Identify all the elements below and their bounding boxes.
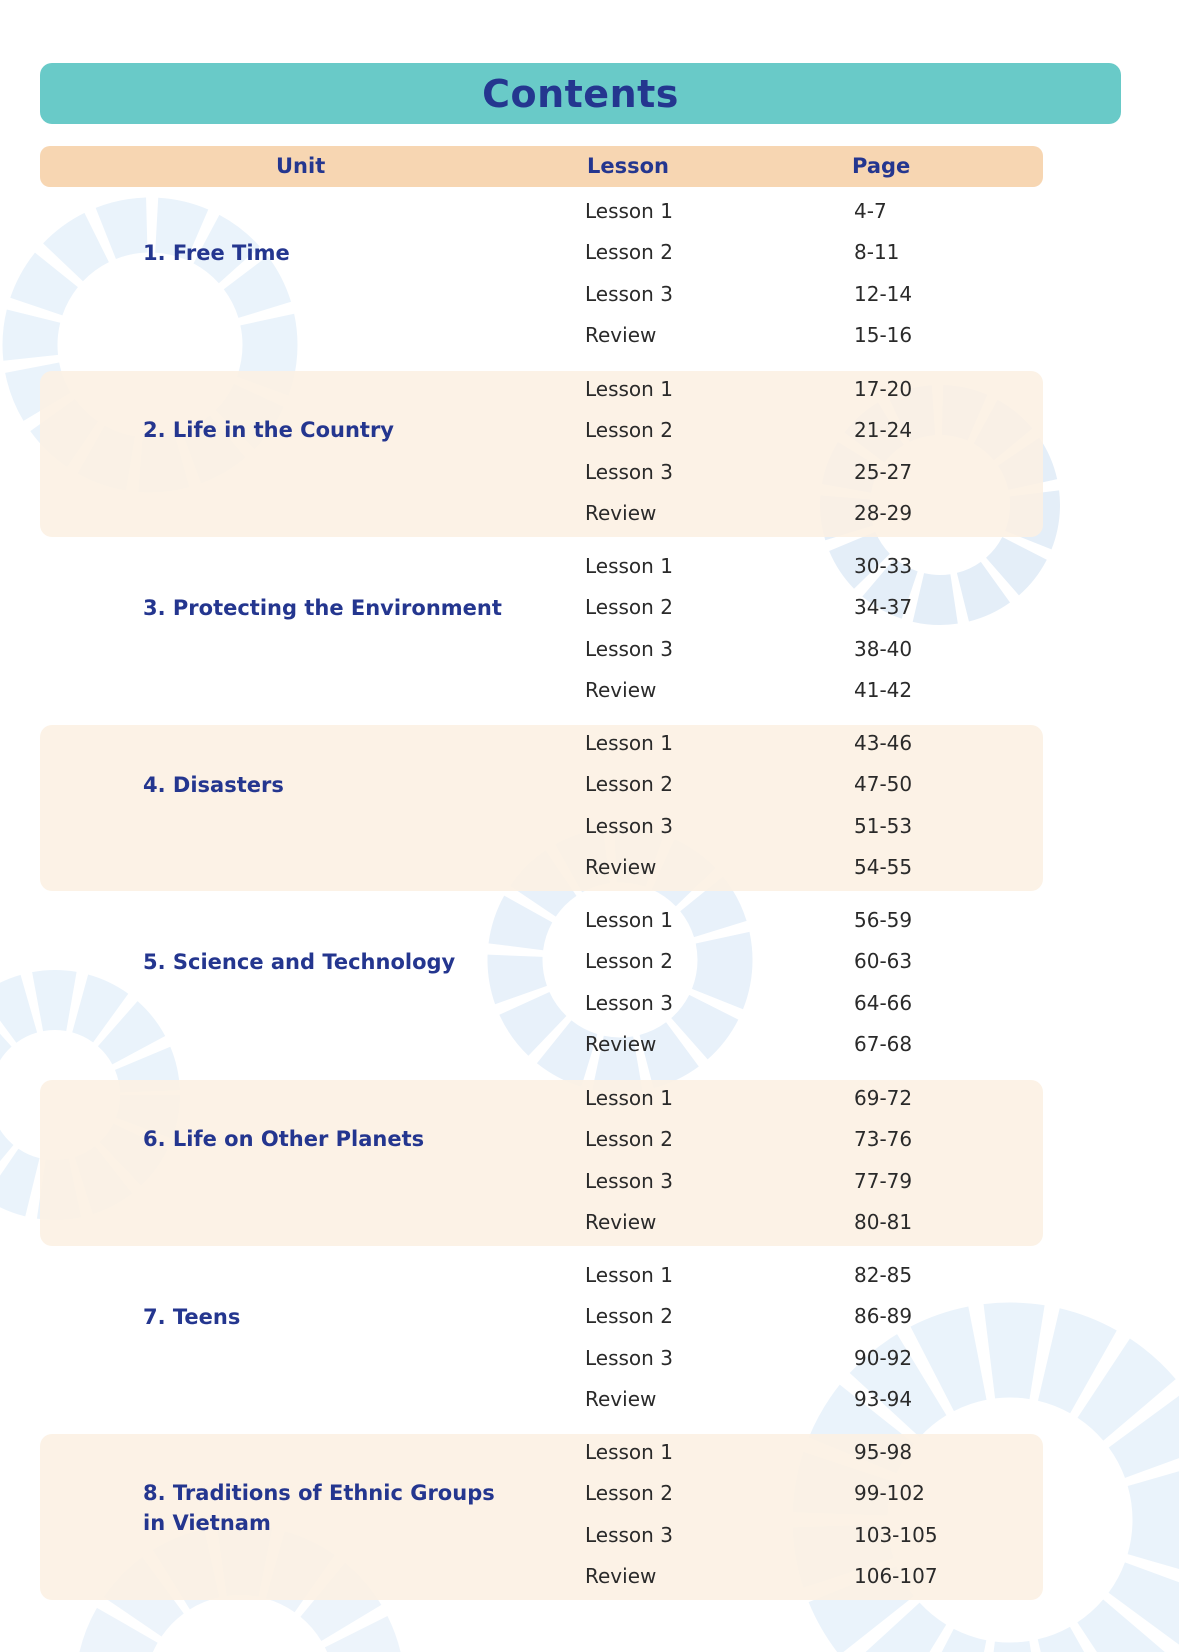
page-range: 43-46 bbox=[854, 731, 913, 755]
page-range: 8-11 bbox=[854, 240, 900, 264]
page-range: 73-76 bbox=[854, 1127, 913, 1151]
unit-title[interactable]: 8. Traditions of Ethnic Groups in Vietnam bbox=[143, 1481, 495, 1535]
lesson-label: Lesson 1 bbox=[585, 908, 673, 932]
page-range: 38-40 bbox=[854, 637, 913, 661]
lesson-label: Lesson 2 bbox=[585, 1304, 673, 1328]
lesson-label: Lesson 2 bbox=[585, 418, 673, 442]
page-range: 86-89 bbox=[854, 1304, 913, 1328]
unit-title[interactable]: 6. Life on Other Planets bbox=[143, 1127, 425, 1151]
lesson-label: Review bbox=[585, 1210, 657, 1234]
lesson-label: Lesson 1 bbox=[585, 554, 673, 578]
page-range: 80-81 bbox=[854, 1210, 913, 1234]
page-range: 21-24 bbox=[854, 418, 913, 442]
header-lesson: Lesson bbox=[587, 154, 670, 178]
lesson-label: Review bbox=[585, 1564, 657, 1588]
unit-title[interactable]: 1. Free Time bbox=[143, 241, 290, 265]
page-range: 77-79 bbox=[854, 1169, 913, 1193]
page-range: 82-85 bbox=[854, 1263, 913, 1287]
page-range: 103-105 bbox=[854, 1523, 938, 1547]
page-range: 56-59 bbox=[854, 908, 913, 932]
unit-title[interactable]: 5. Science and Technology bbox=[143, 950, 456, 974]
page-range: 51-53 bbox=[854, 814, 913, 838]
lesson-label: Lesson 2 bbox=[585, 1481, 673, 1505]
page-range: 95-98 bbox=[854, 1440, 913, 1464]
lesson-label: Lesson 1 bbox=[585, 1440, 673, 1464]
lesson-label: Lesson 2 bbox=[585, 240, 673, 264]
lesson-label: Lesson 2 bbox=[585, 1127, 673, 1151]
lesson-label: Lesson 1 bbox=[585, 377, 673, 401]
lesson-label: Lesson 1 bbox=[585, 1086, 673, 1110]
lesson-label: Review bbox=[585, 1387, 657, 1411]
page-range: 30-33 bbox=[854, 554, 913, 578]
page-range: 60-63 bbox=[854, 949, 913, 973]
page-range: 41-42 bbox=[854, 678, 913, 702]
page-range: 64-66 bbox=[854, 991, 913, 1015]
lesson-label: Review bbox=[585, 501, 657, 525]
header-page: Page bbox=[852, 154, 911, 178]
page-range: 17-20 bbox=[854, 377, 913, 401]
unit-title[interactable]: 3. Protecting the Environment bbox=[143, 596, 502, 620]
lesson-label: Lesson 3 bbox=[585, 1346, 673, 1370]
lesson-label: Review bbox=[585, 323, 657, 347]
page-range: 15-16 bbox=[854, 323, 913, 347]
page-range: 69-72 bbox=[854, 1086, 913, 1110]
lesson-label: Lesson 1 bbox=[585, 731, 673, 755]
lesson-label: Lesson 3 bbox=[585, 1523, 673, 1547]
page-range: 25-27 bbox=[854, 460, 913, 484]
lesson-label: Lesson 3 bbox=[585, 460, 673, 484]
page-range: 99-102 bbox=[854, 1481, 925, 1505]
page-range: 12-14 bbox=[854, 282, 913, 306]
unit-title[interactable]: 2. Life in the Country bbox=[143, 418, 394, 442]
lesson-label: Review bbox=[585, 678, 657, 702]
unit-title[interactable]: 7. Teens bbox=[143, 1305, 241, 1329]
lesson-label: Lesson 3 bbox=[585, 282, 673, 306]
lesson-label: Lesson 2 bbox=[585, 772, 673, 796]
lesson-label: Review bbox=[585, 1032, 657, 1056]
page-range: 67-68 bbox=[854, 1032, 913, 1056]
page-range: 90-92 bbox=[854, 1346, 913, 1370]
page-range: 47-50 bbox=[854, 772, 913, 796]
page-range: 54-55 bbox=[854, 855, 913, 879]
lesson-label: Lesson 3 bbox=[585, 1169, 673, 1193]
page-range: 106-107 bbox=[854, 1564, 938, 1588]
lesson-label: Lesson 3 bbox=[585, 991, 673, 1015]
lesson-label: Lesson 2 bbox=[585, 595, 673, 619]
lesson-label: Lesson 2 bbox=[585, 949, 673, 973]
lesson-label: Lesson 3 bbox=[585, 637, 673, 661]
lesson-label: Review bbox=[585, 855, 657, 879]
contents-table bbox=[40, 0, 1043, 1652]
page-range: 93-94 bbox=[854, 1387, 913, 1411]
header-unit: Unit bbox=[276, 154, 326, 178]
lesson-label: Lesson 3 bbox=[585, 814, 673, 838]
page-range: 4-7 bbox=[854, 199, 887, 223]
page-title: Contents bbox=[482, 71, 679, 116]
lesson-label: Lesson 1 bbox=[585, 1263, 673, 1287]
lesson-label: Lesson 1 bbox=[585, 199, 673, 223]
page-range: 28-29 bbox=[854, 501, 913, 525]
page-range: 34-37 bbox=[854, 595, 913, 619]
unit-title[interactable]: 4. Disasters bbox=[143, 773, 284, 797]
